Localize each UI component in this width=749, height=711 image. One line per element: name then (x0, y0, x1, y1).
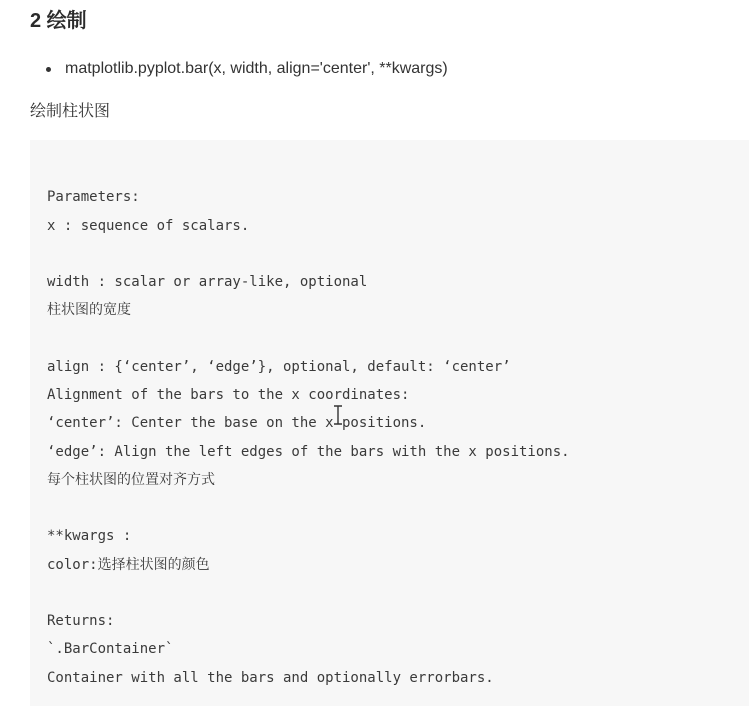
bullet-dot-icon (46, 67, 51, 72)
code-line-kwargs: **kwargs : (47, 528, 132, 544)
bullet-list (46, 56, 448, 82)
code-line-x: x : sequence of scalars. (47, 218, 250, 234)
code-line-align: align : {‘center’, ‘edge’}, optional, default: ‘center’ (47, 359, 511, 375)
text-cursor-icon (332, 405, 344, 425)
code-line-width: width : scalar or array-like, optional (47, 274, 368, 290)
code-line-returns: Returns: (47, 613, 115, 629)
code-line-alignment: Alignment of the bars to the x coordinates: (47, 387, 410, 403)
list-item (46, 56, 448, 82)
code-block (30, 140, 749, 706)
description-text: 绘制柱状图 (30, 103, 111, 120)
function-signature: matplotlib.pyplot.bar(x, width, align='center', **kwargs) (65, 60, 448, 77)
code-line-align-note: 每个柱状图的位置对齐方式 (47, 472, 215, 488)
code-line-parameters: Parameters: (47, 189, 140, 205)
code-line-width-note: 柱状图的宽度 (47, 302, 131, 318)
code-line-center: ‘center’: Center the base on the x positions. (47, 415, 427, 431)
code-line-color: color:选择柱状图的颜色 (47, 557, 210, 573)
code-line-container: Container with all the bars and optionally errorbars. (47, 670, 494, 686)
section-heading: 2 绘制 (30, 10, 87, 32)
code-line-edge: ‘edge’: Align the left edges of the bars with the x positions. (47, 444, 570, 460)
code-line-barcontainer: `.BarContainer` (47, 641, 174, 657)
